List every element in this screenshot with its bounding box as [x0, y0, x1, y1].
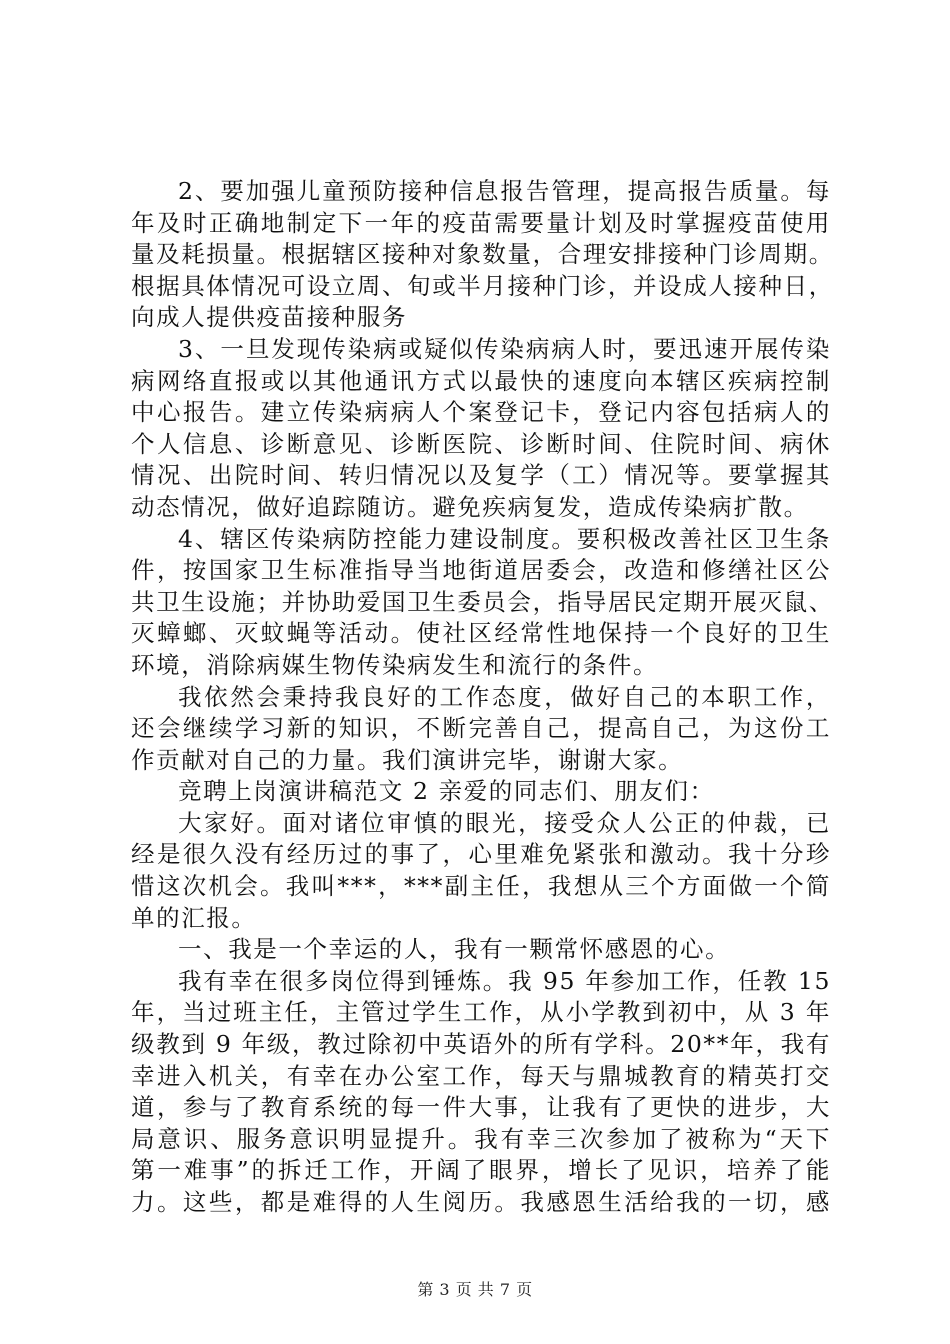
text-line: 我依然会秉持我良好的工作态度，做好自己的本职工作， [178, 682, 831, 711]
text-line: 幸进入机关，有幸在办公室工作，每天与鼎城教育的精英打交 [131, 1061, 831, 1090]
text-line: 根据具体情况可设立周、旬或半月接种门诊，并设成人接种日， [131, 271, 834, 300]
text-line: 4、辖区传染病防控能力建设制度。要积极改善社区卫生条 [178, 524, 831, 553]
text-line: 局意识、服务意识明显提升。我有幸三次参加了被称为“天下 [131, 1124, 831, 1153]
text-line: 病网络直报或以其他通讯方式以最快的速度向本辖区疾病控制 [131, 366, 831, 395]
text-line: 量及耗损量。根据辖区接种对象数量，合理安排接种门诊周期。 [131, 240, 834, 269]
text-line: 竞聘上岗演讲稿范文 2 亲爱的同志们、朋友们： [178, 777, 715, 806]
text-line: 大家好。面对诸位审慎的眼光，接受众人公正的仲裁，已 [178, 808, 831, 837]
text-line: 个人信息、诊断意见、诊断医院、诊断时间、住院时间、病休 [131, 429, 831, 458]
text-line: 动态情况，做好追踪随访。避免疾病复发，造成传染病扩散。 [131, 492, 809, 521]
text-line: 灭蟑螂、灭蚊蝇等活动。使社区经常性地保持一个良好的卫生 [131, 619, 831, 648]
text-line: 年及时正确地制定下一年的疫苗需要量计划及时掌握疫苗使用 [131, 208, 831, 237]
text-line: 2、要加强儿童预防接种信息报告管理，提高报告质量。每 [178, 177, 831, 205]
text-line: 惜这次机会。我叫***，***副主任，我想从三个方面做一个简 [131, 872, 831, 901]
text-line: 我有幸在很多岗位得到锤炼。我 95 年参加工作，任教 15 [178, 966, 831, 995]
page-number-label: 第 3 页 共 7 页 [417, 1280, 533, 1299]
text-line: 3、一旦发现传染病或疑似传染病病人时，要迅速开展传染 [178, 334, 831, 363]
text-line: 中心报告。建立传染病病人个案登记卡，登记内容包括病人的 [131, 398, 831, 427]
text-line: 年，当过班主任，主管过学生工作，从小学教到初中，从 3 年 [131, 998, 831, 1027]
text-line: 级教到 9 年级，教过除初中英语外的所有学科。20**年，我有 [131, 1030, 831, 1059]
text-line: 作贡献对自己的力量。我们演讲完毕，谢谢大家。 [131, 745, 684, 774]
text-line: 经是很久没有经历过的事了，心里难免紧张和激动。我十分珍 [131, 840, 831, 869]
text-line: 共卫生设施；并协助爱国卫生委员会，指导居民定期开展灭鼠、 [131, 587, 834, 616]
text-line: 一、我是一个幸运的人，我有一颗常怀感恩的心。 [178, 935, 731, 964]
text-line: 向成人提供疫苗接种服务 [131, 303, 408, 332]
text-line: 道，参与了教育系统的每一件大事，让我有了更快的进步，大 [131, 1093, 831, 1122]
text-line: 件，按国家卫生标准指导当地街道居委会，改造和修缮社区公 [131, 556, 831, 585]
text-line: 第一难事”的拆迁工作，开阔了眼界，增长了见识，培养了能 [131, 1156, 831, 1185]
text-line: 力。这些，都是难得的人生阅历。我感恩生活给我的一切，感 [131, 1188, 831, 1216]
text-line: 情况、出院时间、转归情况以及复学（工）情况等。要掌握其 [131, 461, 831, 490]
page-footer [0, 1277, 950, 1300]
text-line: 环境，消除病媒生物传染病发生和流行的条件。 [131, 650, 659, 679]
text-line: 还会继续学习新的知识，不断完善自己，提高自己，为这份工 [131, 714, 831, 743]
text-line: 单的汇报。 [131, 903, 257, 932]
document-body [131, 176, 834, 1219]
